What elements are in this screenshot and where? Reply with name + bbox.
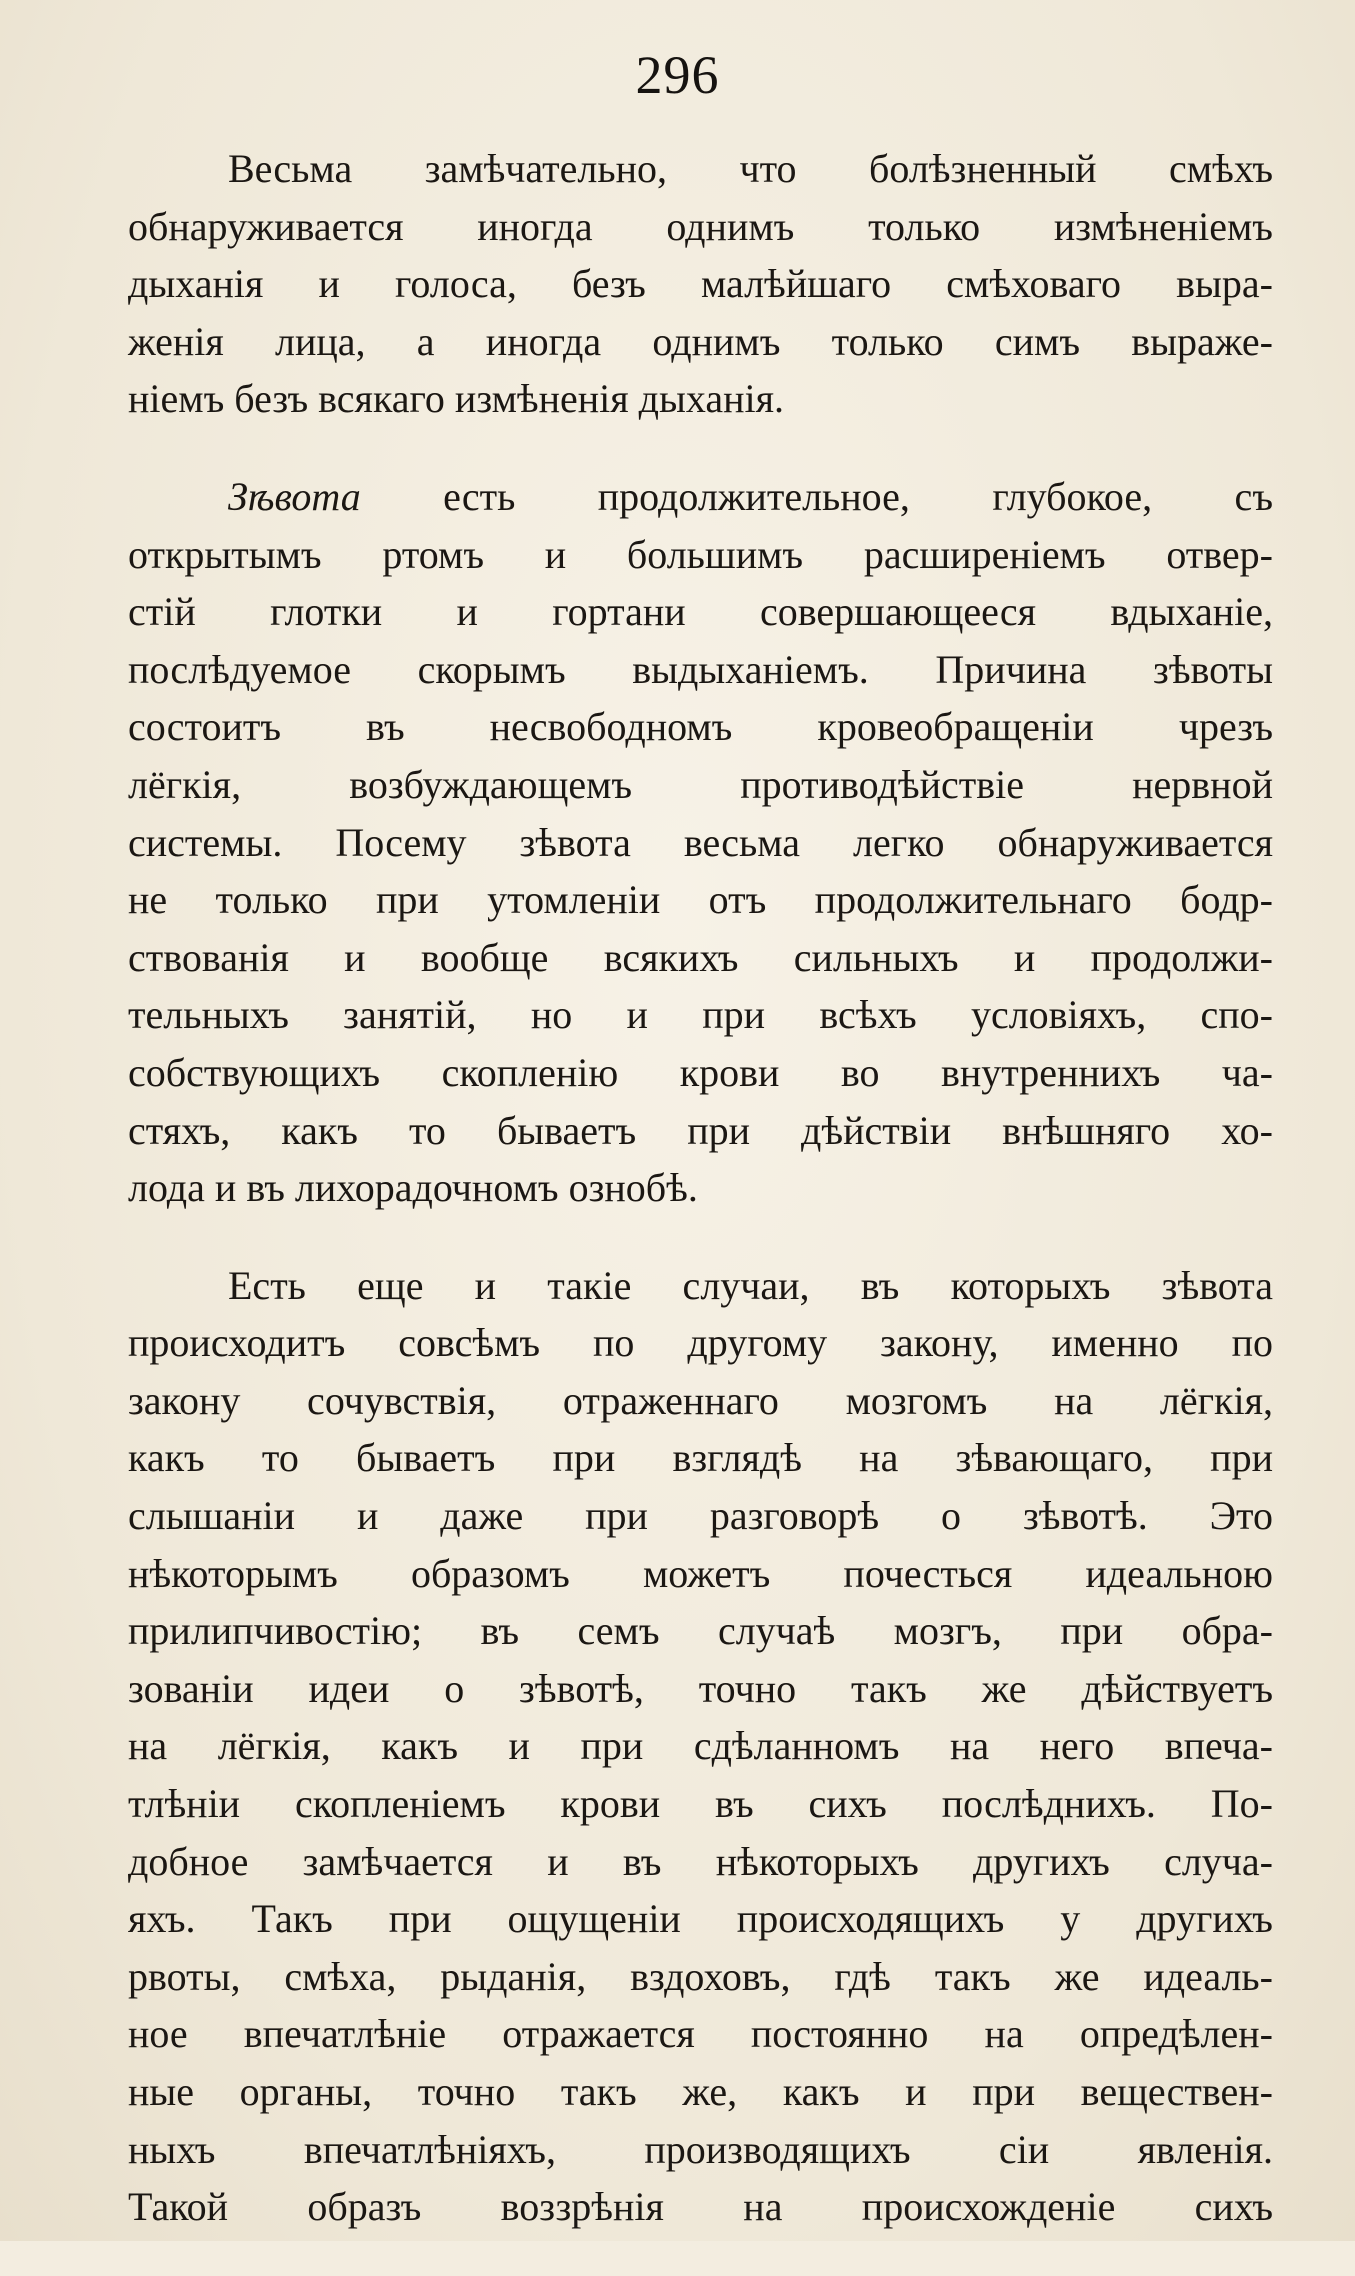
text-line: женія лица, а иногда однимъ только симъ выраже- bbox=[128, 318, 1273, 364]
text-line: Весьма замѣчательно, что болѣзненный смѣхъ bbox=[228, 146, 1273, 191]
text-line: системы. Посему зѣвота весьма легко обнаруживается bbox=[128, 819, 1273, 865]
text-line: закону сочувствія, отраженнаго мозгомъ на лёгкія, bbox=[128, 1377, 1273, 1423]
text-line-rest: есть продолжительное, глубокое, съ bbox=[360, 473, 1273, 519]
text-line: ные органы, точно такъ же, какъ и при веществен- bbox=[128, 2069, 1273, 2114]
text-line: обнаруживается иногда однимъ только измѣненіемъ bbox=[128, 203, 1273, 249]
text-line: Есть еще и такіе случаи, въ которыхъ зѣвота bbox=[228, 1262, 1273, 1308]
text-line: ніемъ безъ всякаго измѣненія дыханія. bbox=[128, 376, 785, 422]
text-line: прилипчивостію; въ семъ случаѣ мозгъ, при обра- bbox=[128, 1608, 1273, 1654]
paragraph-3 bbox=[128, 1257, 1273, 2236]
paragraph-1 bbox=[128, 140, 1273, 428]
text-line: Такой образъ воззрѣнія на происхожденіе сихъ bbox=[128, 2184, 1273, 2230]
italic-term: Зѣвота bbox=[228, 473, 361, 519]
text-line: зованіи идеи о зѣвотѣ, точно такъ же дѣйствуетъ bbox=[128, 1665, 1273, 1711]
text-line: стяхъ, какъ то бываетъ при дѣйствіи внѣшняго хо- bbox=[128, 1107, 1273, 1153]
text-line: послѣдуемое скорымъ выдыханіемъ. Причина зѣвоты bbox=[128, 646, 1273, 692]
body-text bbox=[128, 140, 1273, 2276]
text-line: собствующихъ скопленію крови во внутреннихъ ча- bbox=[128, 1049, 1273, 1095]
text-line: происходитъ совсѣмъ по другому закону, именно по bbox=[128, 1320, 1273, 1366]
text-line: яхъ. Такъ при ощущеніи происходящихъ у другихъ bbox=[128, 1896, 1273, 1942]
text-line: тлѣніи скопленіемъ крови въ сихъ послѣднихъ. По- bbox=[128, 1781, 1273, 1827]
text-line: рвоты, смѣха, рыданія, вздоховъ, гдѣ такъ же идеаль- bbox=[128, 1953, 1273, 1999]
text-line: какъ то бываетъ при взглядѣ на зѣвающаго, при bbox=[128, 1435, 1273, 1481]
text-line: ствованія и вообще всякихъ сильныхъ и продолжи- bbox=[128, 934, 1273, 980]
text-line: ное впечатлѣніе отражается постоянно на опредѣлен- bbox=[128, 2011, 1273, 2057]
text-line: слышаніи и даже при разговорѣ о зѣвотѣ. Это bbox=[128, 1493, 1273, 1539]
text-line: тельныхъ занятій, но и при всѣхъ условіяхъ, спо- bbox=[128, 992, 1273, 1038]
text-line: дыханія и голоса, безъ малѣйшаго смѣховаго выра- bbox=[128, 261, 1273, 307]
text-line: открытымъ ртомъ и большимъ расширеніемъ отвер- bbox=[128, 531, 1273, 577]
text-line: добное замѣчается и въ нѣкоторыхъ другихъ случа- bbox=[128, 1838, 1273, 1884]
text-line: состоитъ въ несвободномъ кровеобращеніи чрезъ bbox=[128, 704, 1273, 750]
page-number: 296 bbox=[635, 45, 720, 105]
text-line-first bbox=[128, 468, 1273, 526]
text-line: лода и въ лихорадочномъ ознобѣ. bbox=[128, 1165, 698, 1211]
text-line: не только при утомленіи отъ продолжительнаго бодр- bbox=[128, 877, 1273, 923]
text-line: ныхъ впечатлѣніяхъ, производящихъ сіи явленія. bbox=[128, 2126, 1273, 2172]
paragraph-2 bbox=[128, 468, 1273, 1217]
text-line: лёгкія, возбуждающемъ противодѣйствіе нервной bbox=[128, 761, 1273, 807]
text-line: нѣкоторымъ образомъ можетъ почесться идеальною bbox=[128, 1550, 1273, 1596]
text-line: стій глотки и гортани совершающееся вдыханіе, bbox=[128, 589, 1273, 635]
text-line: на лёгкія, какъ и при сдѣланномъ на него впеча- bbox=[128, 1723, 1273, 1769]
